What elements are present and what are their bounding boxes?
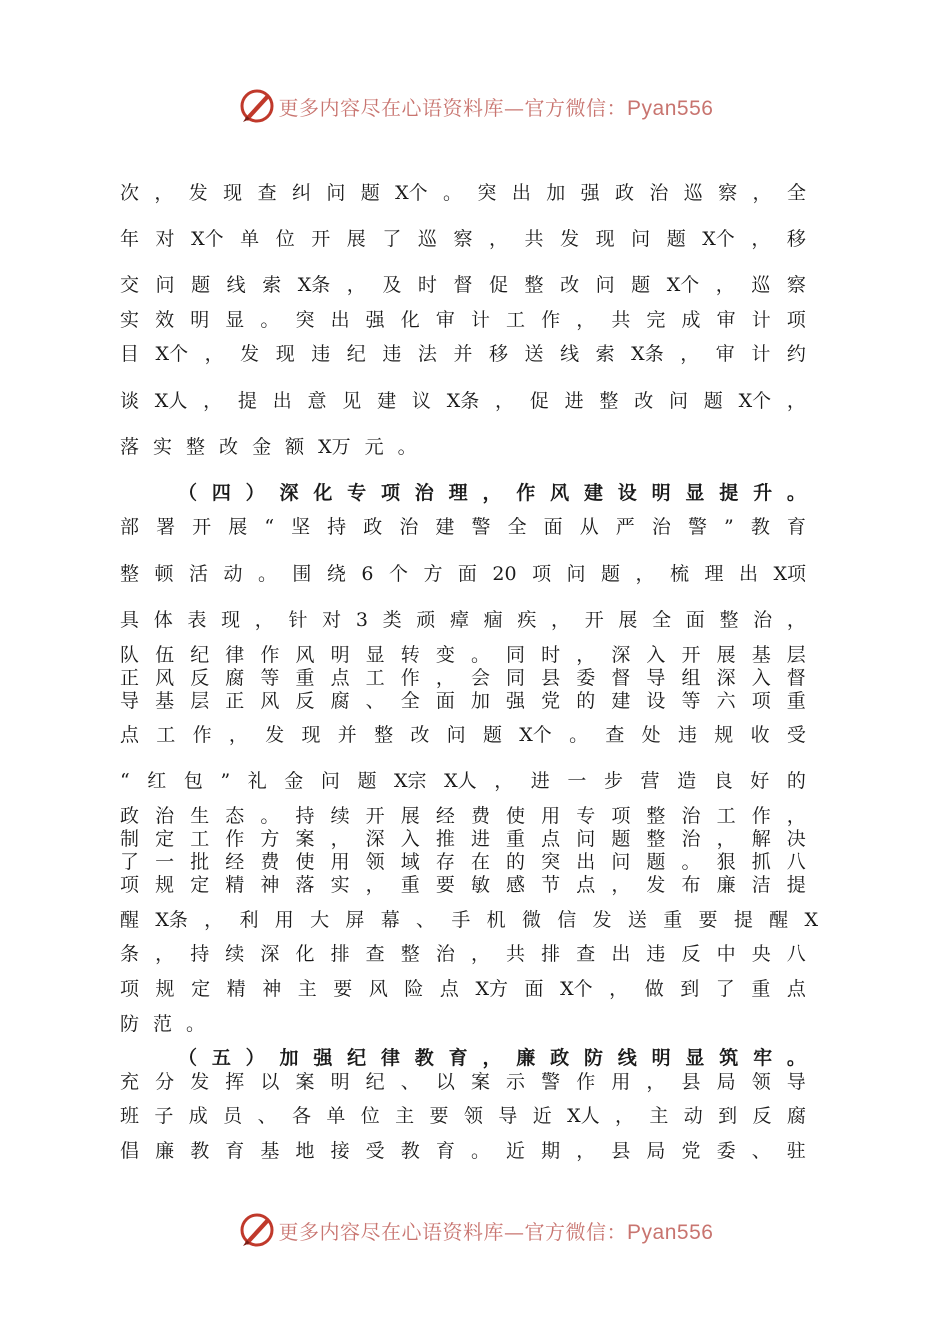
- section-heading: （ 五 ） 加 强 纪 律 教 育 ， 廉 政 防 线 明 显 筑 牢 。: [178, 1047, 806, 1069]
- text-line: 点 工 作 ， 发 现 并 整 改 问 题 X个 。 查 处 违 规 收 受: [120, 724, 806, 746]
- text-line: 部 署 开 展 “ 坚 持 政 治 建 警 全 面 从 严 治 警 ” 教 育: [120, 516, 806, 538]
- text-line: 醒 X条 ， 利 用 大 屏 幕 、 手 机 微 信 发 送 重 要 提 醒 X: [120, 909, 818, 931]
- text-line: 导 基 层 正 风 反 腐 、 全 面 加 强 党 的 建 设 等 六 项 重: [120, 690, 806, 712]
- text-line: 防 范 。: [120, 1013, 206, 1035]
- pen-seal-icon: [237, 1210, 277, 1250]
- watermark-banner-bottom: [0, 1208, 950, 1252]
- text-line: 项 规 定 精 神 主 要 风 险 点 X方 面 X个 ， 做 到 了 重 点: [120, 978, 806, 1000]
- text-line: 目 X个 ， 发 现 违 纪 违 法 并 移 送 线 索 X条 ， 审 计 约: [120, 343, 806, 365]
- text-line: “ 红 包 ” 礼 金 问 题 X宗 X人 ， 进 一 步 营 造 良 好 的: [120, 770, 806, 792]
- watermark-text: 更多内容尽在心语资料库—官方微信：Pyan556: [278, 95, 714, 120]
- watermark-text: 更多内容尽在心语资料库—官方微信：Pyan556: [278, 1219, 714, 1244]
- text-line: 队 伍 纪 律 作 风 明 显 转 变 。 同 时 ， 深 入 开 展 基 层: [120, 644, 806, 666]
- text-line: 实 效 明 显 。 突 出 强 化 审 计 工 作 ， 共 完 成 审 计 项: [120, 309, 806, 331]
- text-line: 落 实 整 改 金 额 X万 元 。: [120, 436, 417, 458]
- text-line: 倡 廉 教 育 基 地 接 受 教 育 。 近 期 ， 县 局 党 委 、 驻: [120, 1140, 806, 1162]
- text-line: 了 一 批 经 费 使 用 领 域 存 在 的 突 出 问 题 。 狠 抓 八: [120, 851, 806, 873]
- pen-seal-icon: [237, 86, 277, 126]
- watermark-banner-top: [0, 84, 950, 128]
- text-line: 整 顿 活 动 。 围 绕 6 个 方 面 20 项 问 题 ， 梳 理 出 X项: [120, 563, 806, 585]
- text-line: 班 子 成 员 、 各 单 位 主 要 领 导 近 X人 ， 主 动 到 反 腐: [120, 1105, 806, 1127]
- text-line: 制 定 工 作 方 案 ， 深 入 推 进 重 点 问 题 整 治 ， 解 决: [120, 828, 806, 850]
- text-line: 项 规 定 精 神 落 实 ， 重 要 敏 感 节 点 ， 发 布 廉 洁 提: [120, 874, 806, 896]
- text-line: 具 体 表 现 ， 针 对 3 类 顽 瘴 痼 疾 ， 开 展 全 面 整 治 ，: [120, 609, 806, 631]
- text-line: 交 问 题 线 索 X条 ， 及 时 督 促 整 改 问 题 X个 ， 巡 察: [120, 274, 806, 296]
- section-heading: （ 四 ） 深 化 专 项 治 理 ， 作 风 建 设 明 显 提 升 。: [178, 482, 806, 504]
- text-line: 谈 X人 ， 提 出 意 见 建 议 X条 ， 促 进 整 改 问 题 X个 ，: [120, 390, 806, 412]
- text-line: 条 ， 持 续 深 化 排 查 整 治 ， 共 排 查 出 违 反 中 央 八: [120, 943, 806, 965]
- text-line: 充 分 发 挥 以 案 明 纪 、 以 案 示 警 作 用 ， 县 局 领 导: [120, 1071, 806, 1093]
- text-line: 正 风 反 腐 等 重 点 工 作 ， 会 同 县 委 督 导 组 深 入 督: [120, 667, 806, 689]
- text-line: 次 ， 发 现 查 纠 问 题 X个 。 突 出 加 强 政 治 巡 察 ， 全: [120, 182, 806, 204]
- text-line: 政 治 生 态 。 持 续 开 展 经 费 使 用 专 项 整 治 工 作 ，: [120, 805, 806, 827]
- text-line: 年 对 X个 单 位 开 展 了 巡 察 ， 共 发 现 问 题 X个 ， 移: [120, 228, 806, 250]
